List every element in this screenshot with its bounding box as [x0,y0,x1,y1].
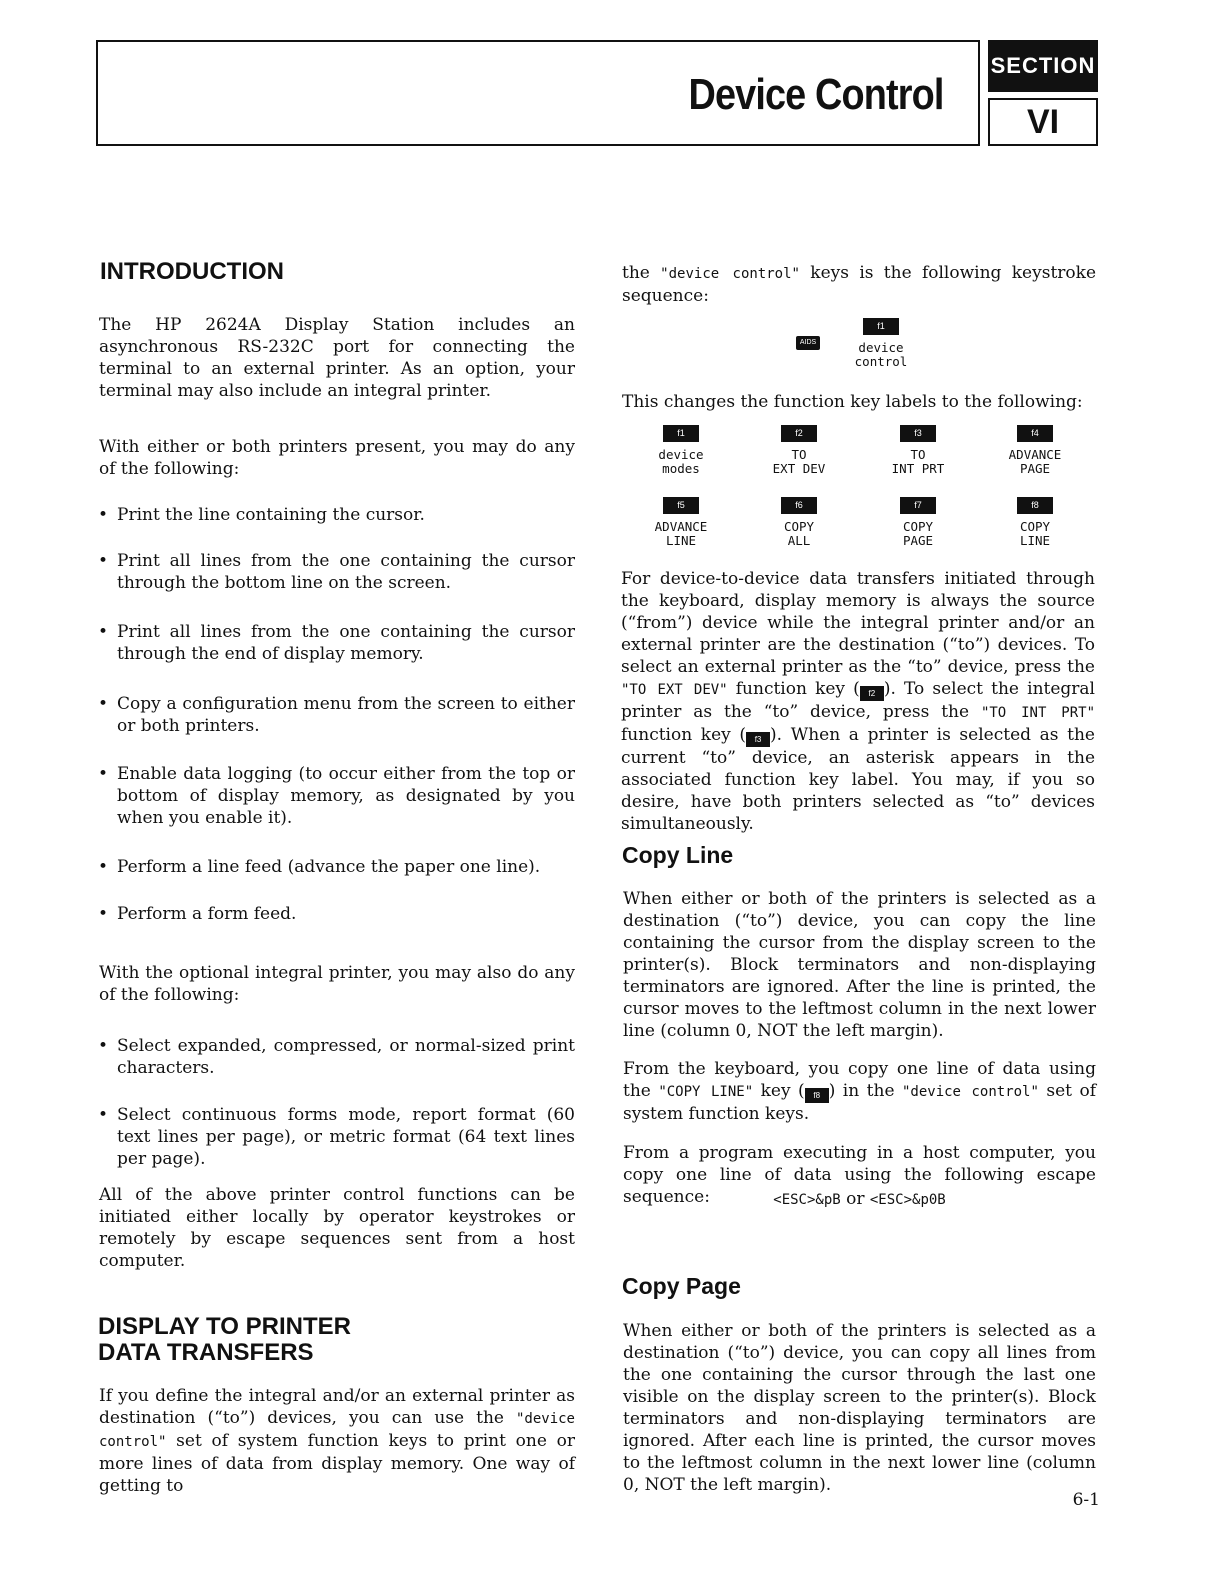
intro-paragraph-4: All of the above printer control functions can be initiated either locally by operator keystrokes or remotely by escape sequences sent from a host computer. [99,1185,575,1271]
copy-page-heading: Copy Page [622,1273,741,1299]
list-item: • Copy a configuration menu from the screen to either or both printers. [98,694,575,736]
list-item: • Select continuous forms mode, report format (60 text lines per page), or metric format (64 text lines per page). [98,1105,575,1169]
escape-sequence-1: <ESC>&pB [773,1192,841,1208]
f8-key-inline: f8 [805,1088,829,1103]
page-number: 6-1 [1072,1490,1100,1510]
f2-key-inline: f2 [860,686,884,701]
display-to-printer-paragraph: If you define the integral and/or an external printer as destination (“to”) devices, you can use the "device control" set of system function keys to print one or more lines of data from display memory. One way of getting to [99,1386,575,1496]
labels-intro: This changes the function key labels to the following: [622,392,1083,412]
function-key-f5[interactable]: f5 ADVANCE LINE [621,495,741,548]
aids-key[interactable]: AIDS [796,332,820,351]
function-key-f6[interactable]: f6 COPY ALL [739,495,859,548]
function-key-f2[interactable]: f2 TO EXT DEV [739,423,859,476]
list-item: • Perform a form feed. [98,904,297,924]
list-item: • Print the line containing the cursor. [98,505,425,525]
copy-line-paragraph-3: From a program executing in a host computer, you copy one line of data using the following escape sequence: [623,1143,1096,1207]
list-item: • Print all lines from the one containing the cursor through the end of display memory. [98,622,575,664]
function-key-f4[interactable]: f4 ADVANCE PAGE [975,423,1095,476]
copy-line-heading: Copy Line [622,842,734,868]
copy-page-paragraph: When either or both of the printers is selected as a destination (“to”) device, you can copy all lines from the one containing the cursor through the last one visible on the display screen to the printer(s). Block terminators and non-displaying terminators are ignored. After each line is printed, the cursor moves to the leftmost column in the next lower line (column 0, NOT the left margin). [623,1321,1096,1495]
intro-paragraph-2: With either or both printers present, you may do any of the following: [99,437,575,479]
intro-paragraph-3: With the optional integral printer, you may also do any of the following: [99,963,575,1005]
section-number: VI [988,98,1098,146]
list-item: • Perform a line feed (advance the paper one line). [98,857,541,877]
escape-sequence-2: <ESC>&p0B [869,1192,946,1208]
chapter-header-box [96,40,980,146]
transfer-paragraph: For device-to-device data transfers initiated through the keyboard, display memory is always the source (“from”) device while the integral printer and/or an external printer are the destination (“to”) devices. To select an external printer as the “to” device, press the "TO EXT DEV" function key ( f2 ). To select the integral printer as the “to” device, press the "TO INT PRT" function key ( f3 ). When a printer is selected as the current “to” device, an asterisk appears in the associated function key label. You may, if you so desire, have both printers selected as “to” devices simultaneously. [621,569,1095,834]
function-key-f8[interactable]: f8 COPY LINE [975,495,1095,548]
escape-sequence: <ESC>&pB or <ESC>&p0B [773,1189,946,1209]
function-key-f1[interactable]: f1 device modes [621,423,741,476]
keystroke-sequence-intro: the "device control" keys is the following keystroke sequence: [622,263,1096,306]
copy-line-paragraph-1: When either or both of the printers is selected as a destination (“to”) device, you can copy the line containing the cursor from the display screen to the printer(s). Block terminators and non-displaying terminators are ignored. After the line is printed, the cursor moves to the leftmost column in the next lower line (column 0, NOT the left margin). [623,889,1096,1041]
device-control-key[interactable]: f1 device control [821,316,941,369]
copy-line-paragraph-2: From the keyboard, you copy one line of data using the "COPY LINE" key ( f8 ) in the "device control" set of system function keys. [623,1059,1097,1124]
list-item: • Enable data logging (to occur either from the top or bottom of display memory, as designated by you when you enable it). [98,764,575,828]
list-item: • Print all lines from the one containing the cursor through the bottom line on the screen. [98,551,575,593]
f3-key-inline: f3 [746,732,770,747]
display-to-printer-heading: DISPLAY TO PRINTER DATA TRANSFERS [98,1313,351,1366]
chapter-title: Device Control [688,70,944,119]
intro-paragraph-1: The HP 2624A Display Station includes an asynchronous RS-232C port for connecting the terminal to an external printer. As an option, your terminal may also include an integral printer. [99,315,575,401]
introduction-heading: INTRODUCTION [100,258,284,285]
list-item: • Select expanded, compressed, or normal-sized print characters. [98,1036,575,1078]
section-label: SECTION [988,40,1098,92]
function-key-f7[interactable]: f7 COPY PAGE [858,495,978,548]
function-key-f3[interactable]: f3 TO INT PRT [858,423,978,476]
